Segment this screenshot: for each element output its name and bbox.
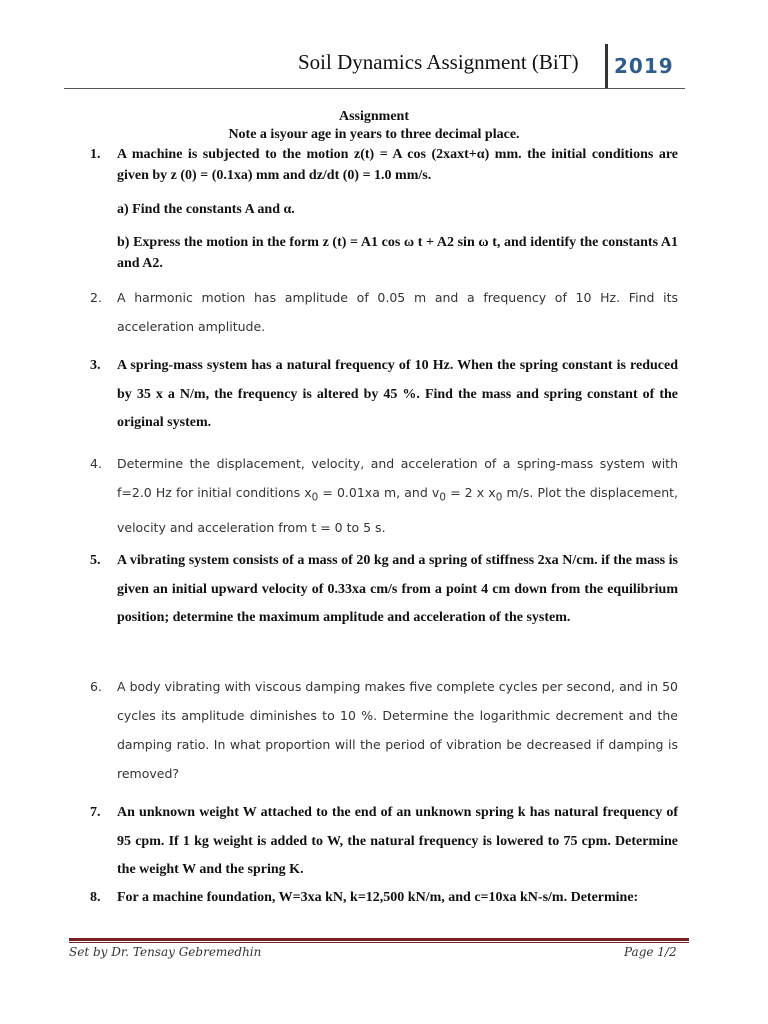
question-number: 6. [90, 679, 102, 694]
question-text: For a machine foundation, W=3xa kN, k=12,500 kN/m, and c=10xa kN-s/m. Determine: [117, 890, 639, 905]
question-5 [90, 547, 678, 662]
question-1-part-b: b) Express the motion in the form z (t) = A1 cos ω t + A2 sin ω t, and identify the constants A1 and A2. [117, 235, 678, 271]
footer-rule [69, 938, 689, 941]
assignment-title: Assignment [338, 109, 409, 124]
header-year: 2019 [614, 54, 674, 78]
question-text: A harmonic motion has amplitude of 0.05 m and a frequency of 10 Hz. Find its acceleration amplitude. [117, 290, 678, 334]
footer-rule-thin [69, 942, 689, 943]
assignment-note: Note a isyour age in years to three decimal place. [228, 127, 520, 142]
question-1 [90, 144, 678, 188]
header-separator [605, 44, 608, 88]
question-text: Determine the displacement, velocity, and acceleration of a spring-mass system with f=2.0 Hz for initial conditions $x_0 = 0.01xa$ m, and $v_0 = 2$ x $x_0$ m/s. Plot the displacement, velocity and acceleration from t = 0 to 5 s. [117, 456, 678, 535]
header-rule [64, 88, 685, 89]
page-number: Page 1/2 [624, 945, 677, 959]
question-1-part-a: a) Find the constants A and α. [117, 202, 295, 217]
question-text: An unknown weight W attached to the end of an unknown spring k has natural frequency of 95 cpm. If 1 kg weight is added to W, the natural frequency is lowered to 75 cpm. Determine the weight W and the spring K. [117, 805, 678, 877]
question-text: A machine is subjected to the motion z(t) = A cos (2xaxt+α) mm. the initial conditions are given by z (0) = (0.1xa) mm and dz/dt (0) = 1.0 mm/s. [117, 147, 678, 183]
question-3 [90, 352, 678, 438]
document-heading [64, 108, 684, 144]
question-number: 4. [90, 456, 102, 471]
question-number: 8. [90, 890, 101, 905]
question-7 [90, 799, 678, 885]
footer-author: Set by Dr. Tensay Gebremedhin [69, 945, 262, 959]
question-text: A body vibrating with viscous damping makes five complete cycles per second, and in 50 cycles its amplitude diminishes to 10 %. Determine the logarithmic decrement and the damping ratio. In what proportion will the period of vibration be decreased if damping is removed? [117, 679, 678, 781]
question-text: A spring-mass system has a natural frequency of 10 Hz. When the spring constant is reduced by 35 x a N/m, the frequency is altered by 45 %. Find the mass and spring constant of the original system. [117, 358, 678, 430]
question-number: 1. [90, 147, 101, 162]
question-number: 3. [90, 358, 101, 373]
question-4 [90, 449, 678, 537]
question-number: 5. [90, 553, 101, 568]
header-title: Soil Dynamics Assignment (BiT) [298, 50, 579, 74]
question-number: 7. [90, 805, 101, 820]
page-header [0, 0, 768, 100]
question-number: 2. [90, 290, 102, 305]
question-6 [90, 672, 678, 790]
question-8 [90, 884, 678, 940]
question-text: A vibrating system consists of a mass of 20 kg and a spring of stiffness 2xa N/cm. if the mass is given an initial upward velocity of 0.33xa cm/s from a point 4 cm down from the equilibrium position; determine the maximum amplitude and acceleration of the system. [117, 553, 678, 625]
question-2 [90, 283, 678, 341]
